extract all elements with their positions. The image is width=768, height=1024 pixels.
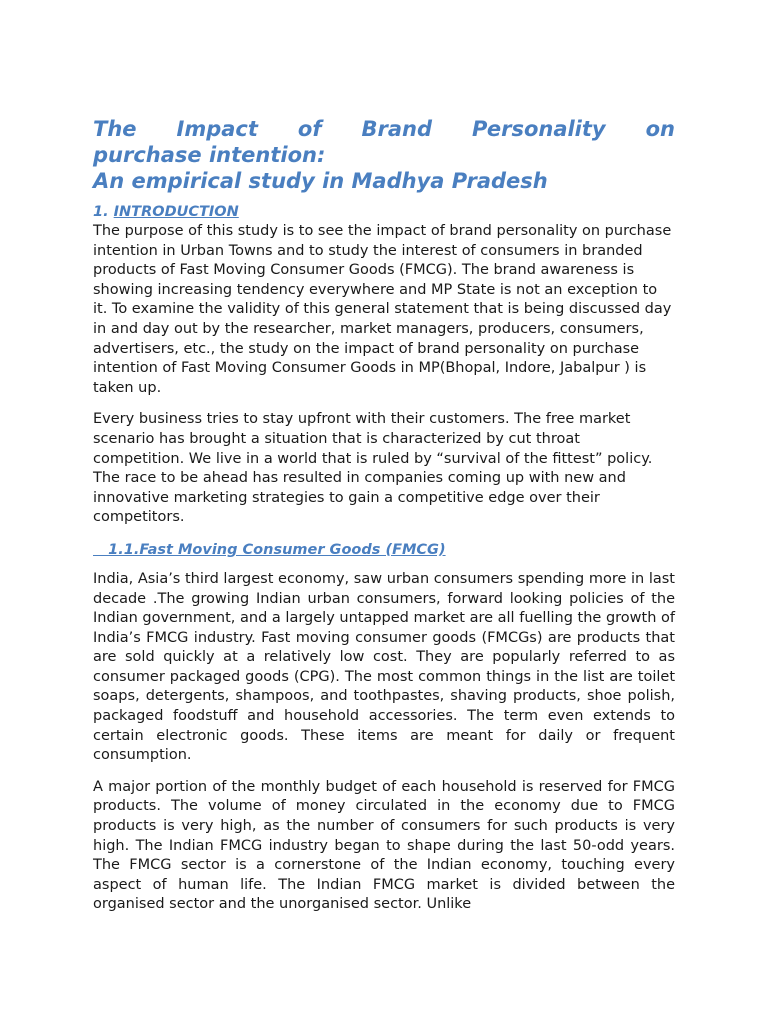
title-line-3: An empirical study in Madhya Pradesh [93,169,548,193]
fmcg-subsection-heading: 1.1.Fast Moving Consumer Goods (FMCG) [93,541,446,558]
introduction-paragraph-1: The purpose of this study is to see the impact of brand personality on purchase intention in Urban Towns and to study the interest of consumers in branded products of Fast Moving Consumer Goods (FMCG). The brand awareness is showing increasing tendency everywhere and MP State is not an exception to it. To examine the validity of this general statement that is being discussed day in and day out by the researcher, market managers, producers, consumers, advertisers, etc., the study on the impact of brand personality on purchase intention of Fast Moving Consumer Goods in MP(Bhopal, Indore, Jabalpur ) is taken up. [93,223,672,396]
document-title [93,116,675,194]
title-line-1: The Impact of Brand Personality on [93,117,675,141]
title-line-2: purchase intention: [93,143,326,167]
introduction-heading-number: 1. [93,204,114,220]
document-page [93,116,675,927]
fmcg-paragraph-1: India, Asia’s third largest economy, saw urban consumers spending more in last decade .The growing Indian urban consumers, forward looking policies of the Indian government, and a largely untapped market are all fuelling the growth of India’s FMCG industry. Fast moving consumer goods (FMCGs) are products that are sold quickly at a relatively low cost. They are popularly referred to as consumer packaged goods (CPG). The most common things in the list are toilet soaps, detergents, shampoos, and toothpastes, shaving products, shoe polish, packaged foodstuff and household accessories. The term even extends to certain electronic goods. These items are meant for daily or frequent consumption. [93,570,675,764]
introduction-heading [93,202,675,222]
introduction-heading-text: INTRODUCTION [113,204,239,220]
introduction-paragraph-2: Every business tries to stay upfront with their customers. The free market scenario has brought a situation that is characterized by cut throat competition. We live in a world that is ruled by “survival of the fittest” policy. The race to be ahead has resulted in companies coming up with new and innovative marketing strategies to gain a competitive edge over their competitors. [93,411,653,526]
fmcg-paragraph-2: A major portion of the monthly budget of each household is reserved for FMCG products. The volume of money circulated in the economy due to FMCG products is very high, as the number of consumers for such products is very high. The Indian FMCG industry began to shape during the last 50-odd years. The FMCG sector is a cornerstone of the Indian economy, touching every aspect of human life. The Indian FMCG market is divided between the organised sector and the unorganised sector. Unlike [93,778,675,913]
